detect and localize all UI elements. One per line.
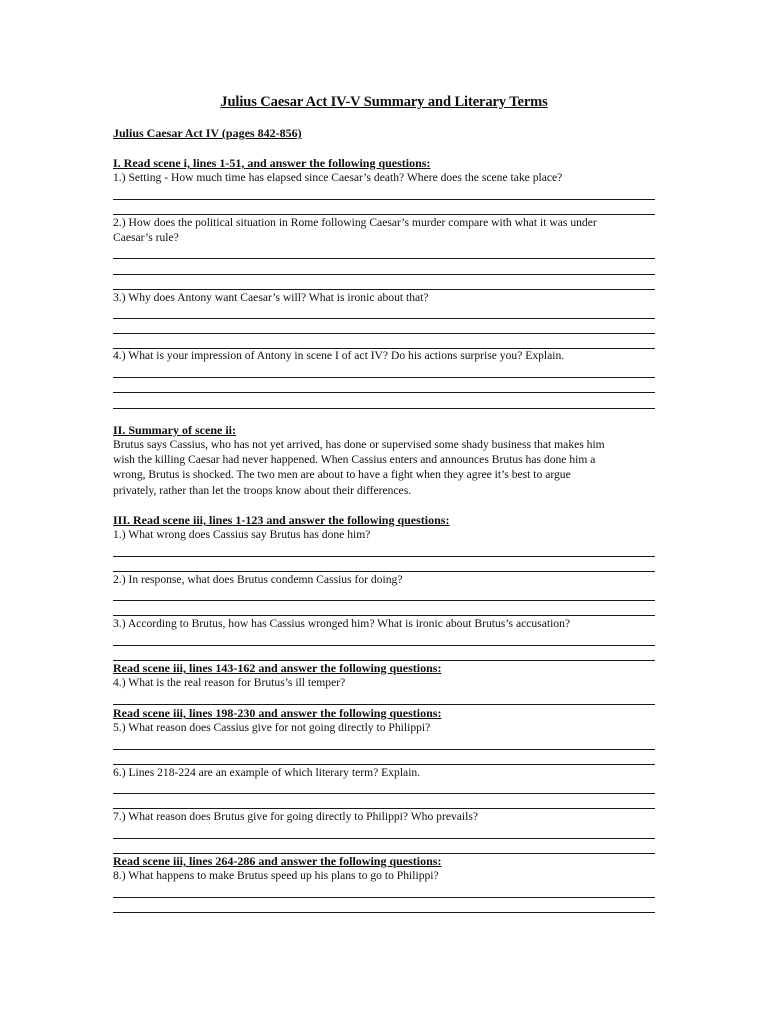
summary-line: Brutus says Cassius, who has not yet arrived, has done or supervised some shady business that makes him <box>113 438 605 451</box>
answer-line <box>113 556 655 557</box>
answer-line <box>113 764 655 765</box>
summary-line: wrong, Brutus is shocked. The two men are about to have a fight when they agree it’s best to argue <box>113 468 571 481</box>
question-4: 4.) What is the real reason for Brutus’s ill temper? <box>113 676 346 689</box>
answer-line <box>113 808 655 809</box>
question-8: 8.) What happens to make Brutus speed up his plans to go to Philippi? <box>113 869 439 882</box>
question-4: 4.) What is your impression of Antony in scene I of act IV? Do his actions surprise you? Explain. <box>113 349 565 362</box>
answer-line <box>113 377 655 378</box>
section2-heading: II. Summary of scene ii: <box>113 423 236 437</box>
answer-line <box>113 838 655 839</box>
question-2: 2.) How does the political situation in Rome following Caesar’s murder compare with what it was under <box>113 216 597 229</box>
answer-line <box>113 289 655 290</box>
answer-line <box>113 199 655 200</box>
summary-line: wish the killing Caesar had never happened. When Cassius enters and announces Brutus has done him a <box>113 453 596 466</box>
answer-line <box>113 704 655 705</box>
answer-line <box>113 615 655 616</box>
question-6: 6.) Lines 218-224 are an example of which literary term? Explain. <box>113 766 421 779</box>
section3-heading: III. Read scene iii, lines 1-123 and answer the following questions: <box>113 513 450 527</box>
answer-line <box>113 408 655 409</box>
subsection-heading: Read scene iii, lines 264-286 and answer the following questions: <box>113 854 442 868</box>
question-3: 3.) According to Brutus, how has Cassius wronged him? What is ironic about Brutus’s accusation? <box>113 617 571 630</box>
subsection-heading: Read scene iii, lines 143-162 and answer the following questions: <box>113 661 442 675</box>
act4-header: Julius Caesar Act IV (pages 842-856) <box>113 126 302 140</box>
answer-line <box>113 912 655 913</box>
answer-line <box>113 749 655 750</box>
question-3: 3.) Why does Antony want Caesar’s will? What is ironic about that? <box>113 291 429 304</box>
answer-line <box>113 793 655 794</box>
answer-line <box>113 333 655 334</box>
question-2: 2.) In response, what does Brutus condemn Cassius for doing? <box>113 573 403 586</box>
question-5: 5.) What reason does Cassius give for not going directly to Philippi? <box>113 721 431 734</box>
answer-line <box>113 318 655 319</box>
answer-line <box>113 274 655 275</box>
question-1: 1.) Setting - How much time has elapsed since Caesar’s death? Where does the scene take place? <box>113 171 563 184</box>
answer-line <box>113 897 655 898</box>
question-2-cont: Caesar’s rule? <box>113 231 179 244</box>
answer-line <box>113 392 655 393</box>
question-1: 1.) What wrong does Cassius say Brutus has done him? <box>113 528 371 541</box>
question-7: 7.) What reason does Brutus give for going directly to Philippi? Who prevails? <box>113 810 479 823</box>
section1-heading: I. Read scene i, lines 1-51, and answer the following questions: <box>113 156 431 170</box>
answer-line <box>113 258 655 259</box>
worksheet-title: Julius Caesar Act IV-V Summary and Literary Terms <box>220 94 548 110</box>
answer-line <box>113 214 655 215</box>
answer-line <box>113 571 655 572</box>
subsection-heading: Read scene iii, lines 198-230 and answer the following questions: <box>113 706 442 720</box>
answer-line <box>113 600 655 601</box>
summary-line: privately, rather than let the troops know about their differences. <box>113 484 412 497</box>
answer-line <box>113 645 655 646</box>
